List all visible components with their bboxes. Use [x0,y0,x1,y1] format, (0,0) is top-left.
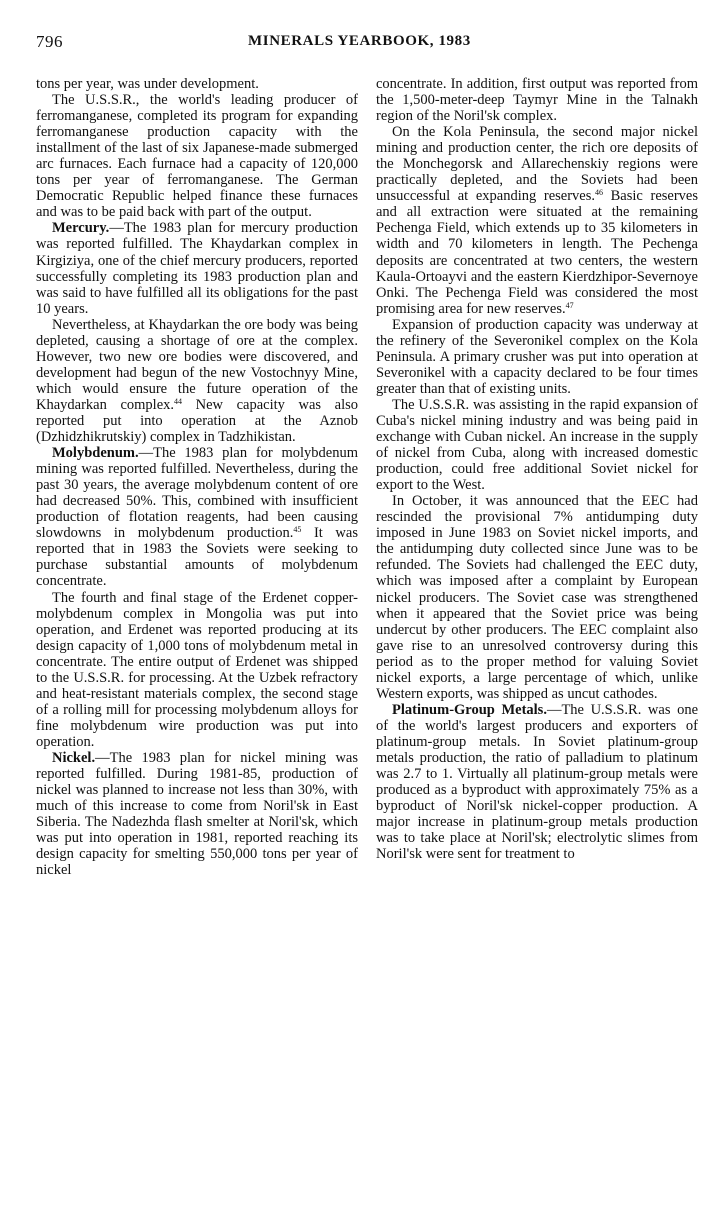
footnote-ref: 45 [293,525,302,535]
page-header [36,32,686,54]
section-text: —The 1983 plan for molybdenum mining was reported fulfilled. Nevertheless, during the past 30 years, the average molybdenum content of ore had decreased 50%. This, combined with insufficient production of flotation reagents, had been causing slowdowns in molybdenum production. [36,445,358,542]
molybdenum-section [36,445,358,589]
section-text: It was reported that in 1983 the Soviets were seeking to purchase substantial amounts of molybdenum concentrate. [36,525,358,590]
right-column [376,76,698,862]
paragraph-text: New capacity was also reported put into operation at the Aznob (Dzhidzhikrutskiy) complex in Tadzhikistan. [36,396,358,446]
running-title: MINERALS YEARBOOK, 1983 [248,33,471,49]
section-text: —The U.S.S.R. was one of the world's largest producers and exporters of platinum-group metals. In Soviet platinum-group metals production, the ratio of palladium to platinum was 2.7 to 1. Virtually all platinum-group metals were produced as a byproduct with approximately 75% as a byproduct of Noril'sk nickel-copper production. A major increase in platinum-group metals production was to take place at Noril'sk; electrolytic slimes from Noril'sk were sent for treatment to [376,701,698,863]
left-column [36,76,358,878]
footnote-ref: 46 [595,188,603,198]
paragraph: concentrate. In addition, first output was reported from the 1,500-meter-deep Taymyr Mine in the Talnakh region of the Noril'sk complex. [376,76,698,125]
paragraph-text: On the Kola Peninsula, the second major nickel mining and production center, the rich ore deposits of the Monchegorsk and Allarechenskiy regions were practically depleted, and the Soviets had been unsuccessful at expanding reserves. [376,124,698,205]
paragraph: The fourth and final stage of the Erdenet copper-molybdenum complex in Mongolia was put into operation, and Erdenet was reported producing at its design capacity of 1,000 tons of molybdenum metal in concentrate. The entire output of Erdenet was shipped to the U.S.S.R. for processing. At the Uzbek refractory and heat-resistant materials complex, the second stage of a rolling mill for processing molybdenum alloys for fine molybdenum wire production was put into operation. [36,589,358,750]
paragraph-text: Nevertheless, at Khaydarkan the ore body was being depleted, causing a shortage of ore at the complex. However, two new ore bodies were discovered, and development had begun of the new Vostochnyy Mine, which would ensure the future operation of the Khaydarkan complex. [36,316,358,413]
footnote-ref: 47 [565,300,574,310]
paragraph-text: Basic reserves and all extraction were situated at the remaining Pechenga Field, which extends up to 35 kilometers in width and 70 kilometers in length. The Pechenga deposits are concentrated at two centers, the western Kaula-Ortoayvi and the eastern Kierdzhipor-Severnoye Onki. The Pechenga Field was considered the most promising area for new reserves. [376,188,698,317]
paragraph [376,124,698,317]
section-heading-platinum: Platinum-Group Metals. [392,701,547,718]
section-text: —The 1983 plan for nickel mining was reported fulfilled. During 1981-85, production of nickel was planned to increase not less than 30%, with much of this increase to come from Noril'sk in East Siberia. The Nadezhda flash smelter at Noril'sk, which was put into operation in 1981, reported reaching its design capacity for smelting 550,000 tons per year of nickel [36,749,358,879]
section-text: —The 1983 plan for mercury production was reported fulfilled. The Khaydarkan complex in Kirgiziya, one of the chief mercury producers, reported successfully completing its 1983 production plan and was said to have fulfilled all its obligations for the past 10 years. [36,220,358,317]
section-heading-mercury: Mercury. [52,220,110,237]
platinum-section [376,702,698,862]
footnote-ref: 44 [174,396,183,406]
mercury-section [36,220,358,316]
section-heading-molybdenum: Molybdenum. [52,445,139,462]
paragraph: In October, it was announced that the EEC had rescinded the provisional 7% antidumping duty imposed in June 1983 on Soviet nickel imports, and the antidumping duty collected since June was to be refunded. The Soviets had challenged the EEC duty, which was imposed after a complaint by European nickel producers. The Soviet case was strengthened when it appeared that the Soviet price was being undercut by other producers. The EEC complaint also gave rise to an unresolved controversy during this period as to the proper method for valuing Soviet nickel exports, a large percentage of which, unlike Western exports, was shipped as uncut cathodes. [376,493,698,702]
paragraph [36,317,358,445]
paragraph: Expansion of production capacity was underway at the refinery of the Severonikel complex on the Kola Peninsula. A primary crusher was put into operation at Severonikel with a capacity declared to be four times greater than that of existing units. [376,316,698,397]
page-number: 796 [36,32,63,51]
nickel-section [36,750,358,878]
paragraph: The U.S.S.R., the world's leading producer of ferromanganese, completed its program for expanding ferromanganese production capacity with the installment of the last of six Japanese-made submerged arc furnaces. Each furnace had a capacity of 120,000 tons per year of ferromanganese. The German Democratic Republic helped finance these furnaces and was to be paid back with part of the output. [36,92,358,221]
section-heading-nickel: Nickel. [52,749,96,766]
paragraph: The U.S.S.R. was assisting in the rapid expansion of Cuba's nickel mining industry and was being paid in exchange with Cuban nickel. An increase in the supply of nickel from Cuba, along with increased domestic production, could free additional Soviet nickel for export to the West. [376,396,698,494]
paragraph: tons per year, was under development. [36,76,259,92]
